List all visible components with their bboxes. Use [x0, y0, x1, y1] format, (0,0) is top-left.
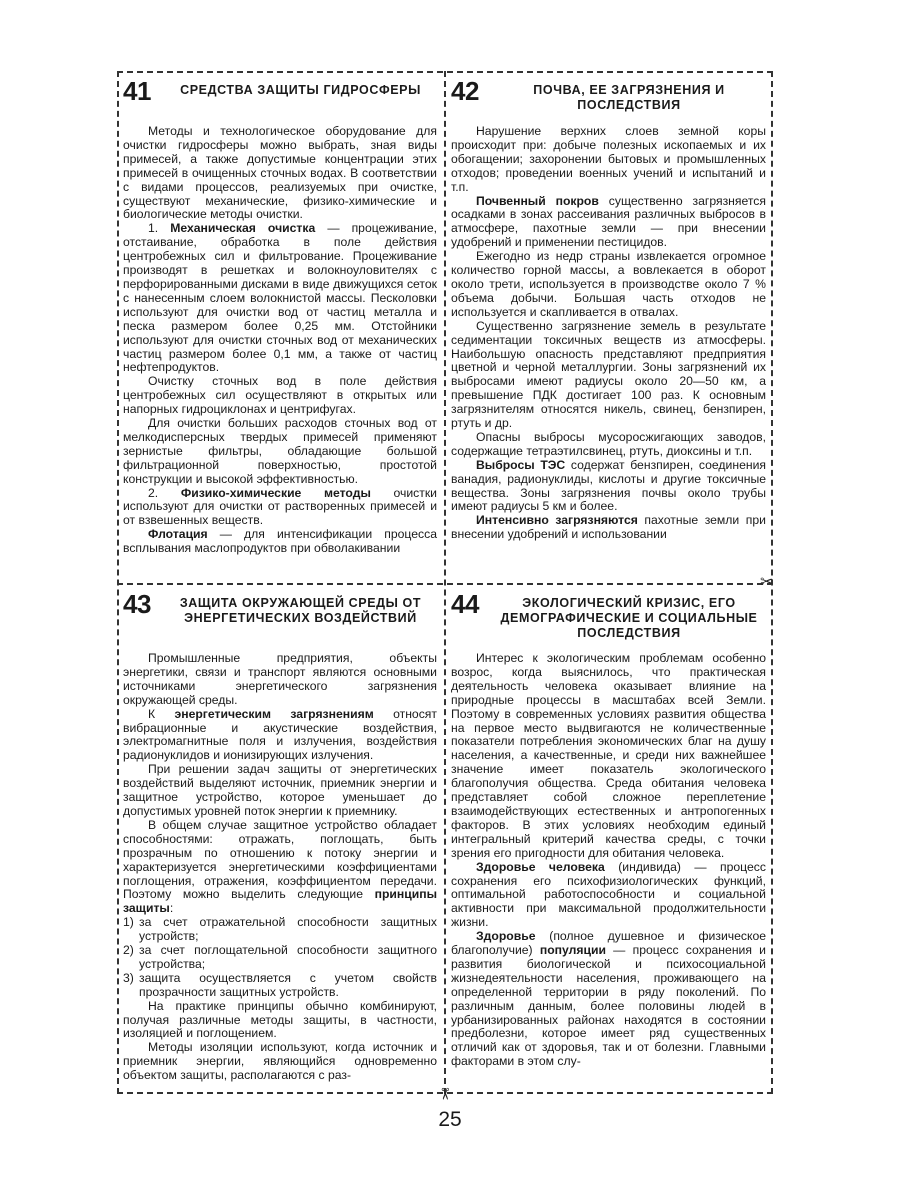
text: очистки используют для очистки от растворенных примесей и от взвешенных веществ. [123, 485, 437, 528]
text: Существенно загрязнение земель в результате седиментации токсичных веществ из атмосферы. Наибольшую опасность представляют предприятия цветной и черной металлургии. Зоны загрязнений их выбросами имеют радиусы около 20—50 км, а превышение ПДК достигает 100 раз. К основным загрязнителям относятся никель, свинец, бензпирен, ртуть и др. [451, 318, 766, 431]
bold-term: энергетическим загрязнениям [174, 706, 374, 721]
text: К [148, 706, 175, 721]
text: пахотные земли при внесении удобрений и использовании [451, 513, 766, 542]
text: При решении задач защиты от энергетических воздействий выделяют источник, приемник энергии и защитное устройство, которое уменьшает до допустимых уровней поток энергии к приемнику. [123, 762, 437, 818]
card-number: 41 [123, 76, 151, 106]
paragraph [451, 320, 766, 431]
paragraph [123, 819, 437, 916]
paragraph [123, 222, 437, 375]
text: — для интенсификации процесса всплывания маслопродуктов при обволакивании [123, 527, 437, 556]
card-body [451, 125, 766, 542]
text: — процесс сохранения и развития биологической и психосоциальной жизнедеятельности населения, проживающего на определенной территории в ряду поколений. По различным данным, более половины людей в урбанизированных районах находятся в состоянии предболезни, которое имеет ряд существенных отличий как от здоровья, так и от болезни. Главными факторами в этом слу- [451, 943, 766, 1069]
bold-term: Почвенный покров [476, 193, 599, 208]
text: Интерес к экологическим проблемам особенно возрос, когда выяснилось, что практическая деятельность человека оказывает влияние на природные процессы в масштабах всей Земли. Поэтому в современных условиях развития общества на первое место выдвигаются не количественные показатели потребления экономических благ на душу населения, а качественные, и среди них важнейшее значение имеет показатель экологического благополучия общества. Среда обитания человека представляет собой сложное переплетение взаимодействующих естественных и антропогенных факторов. В этих условиях необходим единый интегральный критерий качества среды, с точки зрения его пригодности для обитания человека. [451, 651, 766, 860]
card-body [123, 652, 437, 1083]
paragraph [123, 375, 437, 417]
mk: 2) [123, 943, 134, 958]
card-44 [449, 588, 769, 1090]
paragraph [123, 763, 437, 819]
paragraph [451, 431, 766, 459]
text: На практике принципы обычно комбинируют, получая различные методы защиты, в частности, изоляцией и поглощением. [123, 998, 437, 1041]
text: (индивида) — процесс сохранения его психофизиологических функций, оптимальной работоспособности и социальной активности при максимальной продолжительности жизни. [451, 859, 766, 930]
paragraph [123, 1041, 437, 1083]
scissors-icon: ✂ [760, 574, 774, 591]
bold-term: Флотация [148, 527, 208, 542]
text: Для очистки больших расходов сточных вод от мелкодисперсных твердых примесей применяют зернистые фильтры, обладающие большой фильтрационной поверхностью, простотой конструкции и высокой эффективностью. [123, 416, 437, 486]
paragraph [123, 487, 437, 529]
bold-term: Механическая очистка [170, 221, 316, 236]
text: (полное душевное и физическое благополучие) [451, 929, 766, 958]
mk: 1) [123, 915, 134, 930]
card-title: ЗАЩИТА ОКРУЖАЮЩЕЙ СРЕДЫ ОТ ЭНЕРГЕТИЧЕСКИХ ВОЗДЕЙСТВИЙ [179, 596, 422, 625]
paragraph [451, 459, 766, 515]
card-title: СРЕДСТВА ЗАЩИТЫ ГИДРОСФЕРЫ [180, 83, 421, 97]
text: Методы и технологическое оборудование для очистки гидросферы можно выбрать, зная виды примесей, а также допустимые концентрации этих примесей в очищенных сточных водах. В соответствии с видами процессов, реализуемых при очистке, существуют механические, физико-химические и биологические методы очистки. [123, 124, 437, 222]
bold-term: Физико-химические методы [180, 485, 371, 500]
card-title: ЭКОЛОГИЧЕСКИЙ КРИЗИС, ЕГО ДЕМОГРАФИЧЕСКИЕ И СОЦИАЛЬНЫЕ ПОСЛЕДСТВИЯ [500, 596, 758, 640]
card-body [451, 652, 766, 1069]
text: Опасны выбросы мусоросжигающих заводов, содержащие тетраэтилсвинец, ртуть, диоксины и т.п. [451, 429, 766, 458]
card-number: 43 [123, 589, 151, 619]
bold-term: принципы защиты [123, 887, 437, 916]
text: — процеживание, отстаивание, обработка в поле действия центробежных сил и фильтрование. Процеживание производят в решетках и волокноуловителях с перфорированными дисками в виде движущихся сеток с нанесенным слоем волокнистой массы. Песколовки используют для очистки вод от частиц металла и песка размером более 0,25 мм. Отстойники используют для очистки сточных вод от механических частиц размером более 0,1 мм, а также от частиц нефтепродуктов. [123, 221, 437, 375]
card-title: ПОЧВА, ЕЕ ЗАГРЯЗНЕНИЯ И ПОСЛЕДСТВИЯ [533, 83, 725, 112]
text: Очистку сточных вод в поле действия центробежных сил осуществляют в открытых или напорных гидроциклонах и центрифугах. [123, 374, 437, 417]
paragraph [123, 652, 437, 708]
text: защита осуществляется с учетом свойств прозрачности защитных устройств. [139, 970, 437, 999]
list-item [123, 916, 437, 944]
card-41 [121, 75, 440, 579]
paragraph [123, 708, 437, 764]
paragraph [451, 652, 766, 861]
text: 1. [148, 221, 171, 236]
paragraph [123, 1000, 437, 1042]
text: Ежегодно из недр страны извлекается огромное количество горной массы, а вовлекается в оборот около трети, используется в производстве около 7 % объема добычи. Большая часть отходов не используется и скапливается в отвалах. [451, 249, 766, 319]
card-number: 44 [451, 589, 479, 619]
bold-term: Здоровье [476, 929, 536, 944]
card-42 [449, 75, 769, 579]
text: существенно загрязняется осадками в зонах рассеивания различных выбросов в атмосфере, пахотные земли — при внесении удобрений и применении пестицидов. [451, 193, 766, 250]
page-number: 25 [438, 1108, 462, 1131]
bold-term: Здоровье человека [476, 859, 605, 874]
paragraph [451, 930, 766, 1069]
text: Методы изоляции используют, когда источник и приемник энергии, являющийся одновременно объектом защиты, располагаются с раз- [123, 1040, 437, 1083]
paragraph [123, 528, 437, 556]
bold-term: популяции [539, 943, 606, 958]
text: относят вибрационные и акустические воздействия, электромагнитные поля и излучения, воздействия радионуклидов и ионизирующих излучения. [123, 706, 437, 763]
paragraph [451, 861, 766, 931]
paragraph [451, 125, 766, 195]
paragraph [123, 417, 437, 487]
text: за счет поглощательной способности защитного устройства; [139, 943, 437, 971]
text: Промышленные предприятия, объекты энергетики, связи и транспорт являются основными источниками энергетического загрязнения окружающей среды. [123, 651, 437, 707]
card-43 [121, 588, 440, 1090]
text: 2. [148, 485, 181, 500]
list-item [123, 972, 437, 1000]
text: за счет отражательной способности защитных устройств; [139, 915, 437, 944]
text: содержат бензпирен, соединения ванадия, радионуклиды, кислоты и другие токсичные вещества. Зоны загрязнения почвы около трубы имеют радиусы 5 км и более. [451, 457, 766, 514]
bold-term: Выбросы ТЭС [476, 457, 566, 472]
text: В общем случае защитное устройство обладает способностями: отражать, поглощать, быть прозрачным по отношению к потоку энергии и характеризуется энергетическими коэффициентами поглощения, отражения, коэффициентом передачи. Поэтому можно выделить следующие [123, 817, 437, 902]
card-number: 42 [451, 76, 479, 106]
bold-term: Интенсивно загрязняются [476, 513, 638, 528]
paragraph [123, 125, 437, 222]
card-body [123, 125, 437, 556]
paragraph [451, 195, 766, 251]
mk: 3) [123, 970, 134, 985]
scissors-icon: ✂ [435, 1087, 453, 1101]
list-item [123, 944, 437, 972]
horizontal-cut-line [117, 583, 773, 585]
text: : [169, 901, 174, 916]
paragraph [451, 250, 766, 320]
paragraph [451, 514, 766, 542]
text: Нарушение верхних слоев земной коры происходит при: добыче полезных ископаемых и их обогащении; захоронении бытовых и промышленных отходов; проведении военных учений и испытаний и т.п. [451, 124, 766, 194]
